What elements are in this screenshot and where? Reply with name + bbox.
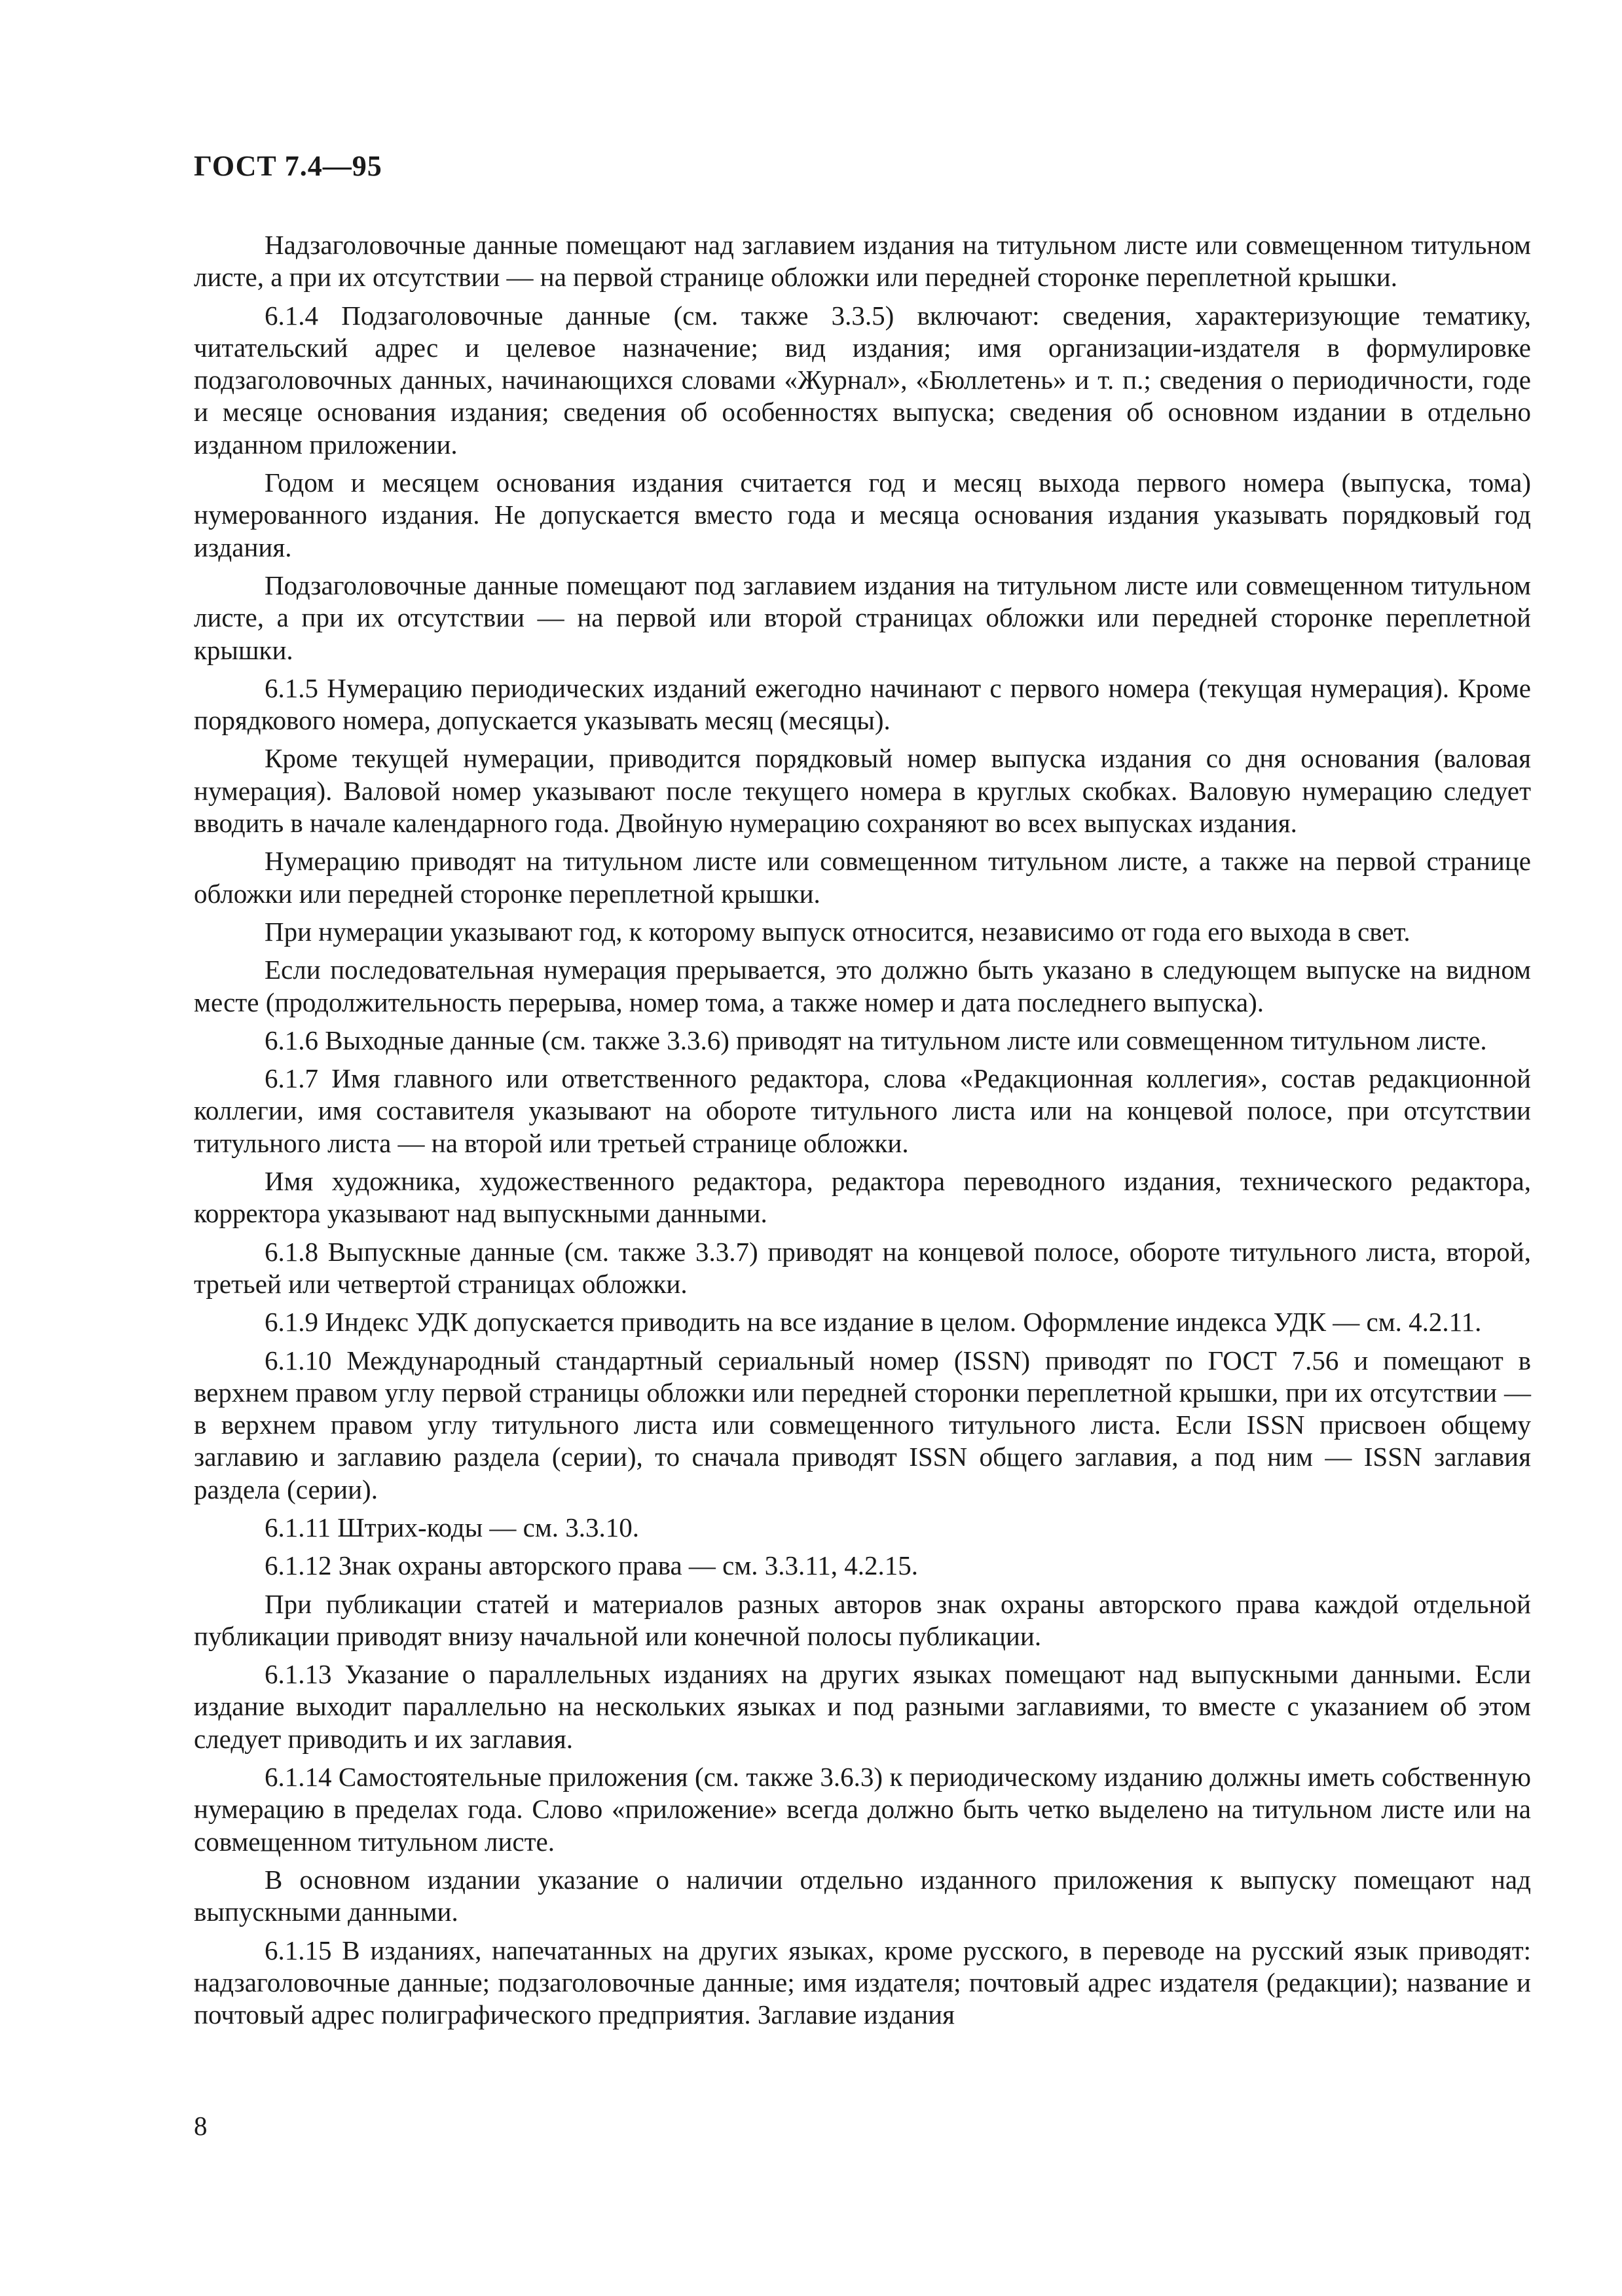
paragraph: 6.1.5 Нумерацию периодических изданий ежегодно начинают с первого номера (текущая нумерация). Кроме порядкового номера, допускается указывать месяц (месяцы). <box>194 672 1531 736</box>
paragraph: 6.1.9 Индекс УДК допускается приводить на все издание в целом. Оформление индекса УДК — см. 4.2.11. <box>265 1307 1482 1338</box>
page-number: 8 <box>194 2111 208 2141</box>
paragraph: Годом и месяцем основания издания считается год и месяц выхода первого номера (выпуска, тома) нумерованного издания. Не допускается вместо года и месяца основания издания указывать порядковый год издания. <box>194 467 1531 562</box>
paragraph: Если последовательная нумерация прерывается, это должно быть указано в следующем выпуске на видном месте (продолжительность перерыва, номер тома, а также номер и дата последнего выпуска). <box>194 955 1531 1017</box>
paragraph: 6.1.13 Указание о параллельных изданиях на других языках помещают над выпускными данными. Если издание выходит параллельно на нескольких языках и под разными заглавиями, то вместе с указанием об этом следует приводить и их заглавия. <box>194 1659 1531 1754</box>
paragraph: Кроме текущей нумерации, приводится порядковый номер выпуска издания со дня основания (валовая нумерация). Валовой номер указывают после текущего номера в круглых скобках. Валовую нумерацию следует вводить в начале календарного года. Двойную нумерацию сохраняют во всех выпусках издания. <box>194 743 1531 839</box>
paragraph: 6.1.4 Подзаголовочные данные (см. также 3.3.5) включают: сведения, характеризующие тематику, читательский адрес и целевое назначение; вид издания; имя организации-издателя в формулировке подзаголовочных данных, начинающихся словами «Журнал», «Бюллетень» и т. п.; сведения о периодичности, годе и месяце основания издания; сведения об особенностях выпуска; сведения об основном издании в отдельно изданном приложении. <box>194 300 1531 460</box>
paragraph: В основном издании указание о наличии отдельно изданного приложения к выпуску помещают над выпускными данными. <box>194 1864 1531 1927</box>
paragraph: 6.1.8 Выпускные данные (см. также 3.3.7) приводят на концевой полосе, обороте титульного листа, второй, третьей или четвертой страницах обложки. <box>194 1236 1531 1299</box>
paragraph: 6.1.10 Международный стандартный сериальный номер (ISSN) приводят по ГОСТ 7.56 и помещают в верхнем правом углу первой страницы обложки или передней сторонки переплетной крышки, при их отсутствии — в верхнем правом углу титульного листа или совмещенного титульного листа. Если ISSN присвоен общему заглавию и заглавию раздела (серии), то сначала приводят ISSN общего заглавия, а под ним — ISSN заглавия раздела (серии). <box>194 1345 1531 1504</box>
paragraph: Нумерацию приводят на титульном листе или совмещенном титульном листе, а также на первой странице обложки или передней сторонке переплетной крышки. <box>194 846 1531 909</box>
paragraph: Подзаголовочные данные помещают под заглавием издания на титульном листе или совмещенном титульном листе, а при их отсутствии — на первой или второй страницах обложки или передней сторонке переплетной крышки. <box>194 570 1531 665</box>
paragraph: 6.1.15 В изданиях, напечатанных на других языках, кроме русского, в переводе на русский язык приводят: надзаголовочные данные; подзаголовочные данные; имя издателя; почтовый адрес издателя (редакции); название и почтовый адрес полиграфического предприятия. Заглавие издания <box>194 1935 1531 2030</box>
paragraph: 6.1.6 Выходные данные (см. также 3.3.6) приводят на титульном листе или совмещенном титульном листе. <box>265 1025 1487 1055</box>
standard-header: ГОСТ 7.4—95 <box>194 150 382 182</box>
paragraph: Имя художника, художественного редактора, редактора переводного издания, технического редактора, корректора указывают над выпускными данными. <box>194 1166 1531 1229</box>
paragraph: 6.1.11 Штрих-коды — см. 3.3.10. <box>265 1512 640 1542</box>
paragraph: При публикации статей и материалов разных авторов знак охраны авторского права каждой отдельной публикации приводят внизу начальной или конечной полосы публикации. <box>194 1588 1531 1651</box>
paragraph: При нумерации указывают год, к которому выпуск относится, независимо от года его выхода в свет. <box>265 916 1410 947</box>
paragraph: 6.1.12 Знак охраны авторского права — см. 3.3.11, 4.2.15. <box>265 1550 919 1581</box>
paragraph: 6.1.7 Имя главного или ответственного редактора, слова «Редакционная коллегия», состав редакционной коллегии, имя составителя указывают на обороте титульного листа или на концевой полосе, при отсутствии титульного листа — на второй или третьей странице обложки. <box>194 1063 1531 1158</box>
paragraph: 6.1.14 Самостоятельные приложения (см. также 3.6.3) к периодическому изданию должны иметь собственную нумерацию в пределах года. Слово «приложение» всегда должно быть четко выделено на титульном листе или на совмещенном титульном листе. <box>194 1762 1531 1857</box>
paragraph: Надзаголовочные данные помещают над заглавием издания на титульном листе или совмещенном титульном листе, а при их отсутствии — на первой странице обложки или передней сторонке переплетной крышки. <box>194 230 1531 293</box>
body-text <box>194 229 1531 2037</box>
